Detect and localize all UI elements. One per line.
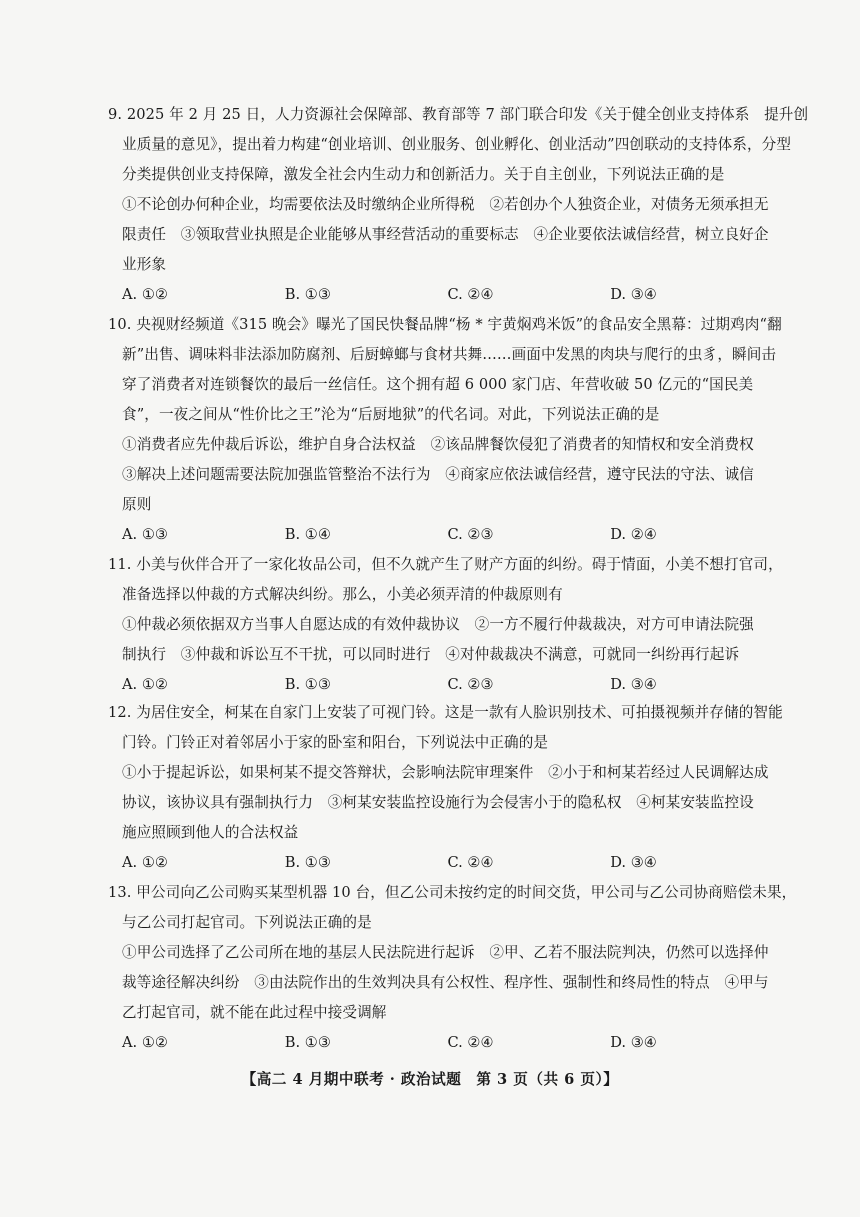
- option-c: C. ②③: [447, 526, 494, 543]
- question-stem-line: 业质量的意见》，提出着力构建“创业培训、创业服务、创业孵化、创业活动”四创联动的支持体系，分型: [122, 136, 792, 153]
- statement-line: 原则: [122, 496, 152, 513]
- option-d: D. ③④: [610, 1034, 657, 1051]
- option-d: D. ③④: [610, 286, 657, 303]
- page-footer: 【高二 4 月期中联考 · 政治试题 第 3 页（共 6 页）】: [241, 1071, 619, 1088]
- question-stem-line: 12. 为居住安全，柯某在自家门上安装了可视门铃。这是一款有人脸识别技术、可拍摄视频并存储的智能: [108, 704, 783, 721]
- question-stem-line: 新”出售、调味料非法添加防腐剂、后厨蟑螂与食材共舞……画面中发黑的肉块与爬行的虫豸，瞬间击: [122, 346, 777, 363]
- statement-line: 制执行 ③仲裁和诉讼互不干扰，可以同时进行 ④对仲裁裁决不满意，可就同一纠纷再行起诉: [122, 646, 740, 663]
- question-stem-line: 9. 2025 年 2 月 25 日，人力资源社会保障部、教育部等 7 部门联合印发《关于健全创业支持体系 提升创: [108, 106, 809, 123]
- question-stem-line: 门铃。门铃正对着邻居小于家的卧室和阳台，下列说法中正确的是: [122, 734, 549, 751]
- statement-line: ①小于提起诉讼，如果柯某不提交答辩状，会影响法院审理案件 ②小于和柯某若经过人民调解达成: [122, 764, 769, 781]
- option-a: A. ①②: [122, 676, 168, 693]
- option-c: C. ②④: [447, 1034, 494, 1051]
- question-9: [108, 100, 809, 310]
- option-b: B. ①③: [284, 854, 331, 871]
- option-b: B. ①③: [284, 286, 331, 303]
- option-d: D. ③④: [610, 854, 657, 871]
- question-stem-line: 13. 甲公司向乙公司购买某型机器 10 台，但乙公司未按约定的时间交货，甲公司与乙公司协商赔偿未果，: [108, 884, 797, 901]
- question-stem-line: 食”，一夜之间从“性价比之王”沦为“后厨地狱”的代名词。对此，下列说法正确的是: [122, 406, 660, 423]
- statement-line: ①甲公司选择了乙公司所在地的基层人民法院进行起诉 ②甲、乙若不服法院判决，仍然可以选择仲: [122, 944, 769, 961]
- question-10: [108, 310, 782, 550]
- question-13: [108, 878, 797, 1058]
- question-stem-line: 11. 小美与伙伴合开了一家化妆品公司，但不久就产生了财产方面的纠纷。碍于情面，小美不想打官司，: [108, 556, 783, 573]
- statement-line: 乙打起官司，就不能在此过程中接受调解: [122, 1004, 387, 1021]
- statement-line: 施应照顾到他人的合法权益: [122, 824, 299, 841]
- statement-line: ①消费者应先仲裁后诉讼，维护自身合法权益 ②该品牌餐饮侵犯了消费者的知情权和安全消费权: [122, 436, 754, 453]
- statement-line: ③解决上述问题需要法院加强监管整治不法行为 ④商家应依法诚信经营，遵守民法的守法、诚信: [122, 466, 754, 483]
- statement-line: 业形象: [122, 256, 167, 273]
- option-b: B. ①④: [284, 526, 331, 543]
- statement-line: 限责任 ③领取营业执照是企业能够从事经营活动的重要标志 ④企业要依法诚信经营，树立良好企: [122, 226, 769, 243]
- statement-line: 协议，该协议具有强制执行力 ③柯某安装监控设施行为会侵害小于的隐私权 ④柯某安装监控设: [122, 794, 754, 811]
- answer-options: [108, 1028, 773, 1058]
- answer-options: [108, 670, 773, 700]
- option-a: A. ①②: [122, 1034, 168, 1051]
- option-d: D. ②④: [610, 526, 657, 543]
- option-c: C. ②④: [447, 854, 494, 871]
- option-b: B. ①③: [284, 1034, 331, 1051]
- option-a: A. ①③: [122, 526, 168, 543]
- statement-line: 裁等途径解决纠纷 ③由法院作出的生效判决具有公权性、程序性、强制性和终局性的特点 ④甲与: [122, 974, 769, 991]
- question-stem-line: 准备选择以仲裁的方式解决纠纷。那么，小美必须弄清的仲裁原则有: [122, 586, 563, 603]
- question-11: [108, 550, 783, 700]
- question-stem-line: 10. 央视财经频道《315 晚会》曝光了国民快餐品牌“杨 * 宇黄焖鸡米饭”的食品安全黑幕：过期鸡肉“翻: [108, 316, 782, 333]
- statement-line: ①不论创办何种企业，均需要依法及时缴纳企业所得税 ②若创办个人独资企业，对债务无须承担无: [122, 196, 769, 213]
- question-stem-line: 穿了消费者对连锁餐饮的最后一丝信任。这个拥有超 6 000 家门店、年营收破 50 亿元的“国民美: [122, 376, 754, 393]
- answer-options: [108, 280, 773, 310]
- statement-line: ①仲裁必须依据双方当事人自愿达成的有效仲裁协议 ②一方不履行仲裁裁决，对方可申请法院强: [122, 616, 754, 633]
- option-a: A. ①②: [122, 286, 168, 303]
- answer-options: [108, 848, 773, 878]
- option-c: C. ②④: [447, 286, 494, 303]
- answer-options: [108, 520, 773, 550]
- option-c: C. ②③: [447, 676, 494, 693]
- question-stem-line: 与乙公司打起官司。下列说法正确的是: [122, 914, 372, 931]
- question-stem-line: 分类提供创业支持保障，激发全社会内生动力和创新活力。关于自主创业，下列说法正确的是: [122, 166, 725, 183]
- option-a: A. ①②: [122, 854, 168, 871]
- option-b: B. ①③: [284, 676, 331, 693]
- option-d: D. ③④: [610, 676, 657, 693]
- question-12: [108, 698, 783, 878]
